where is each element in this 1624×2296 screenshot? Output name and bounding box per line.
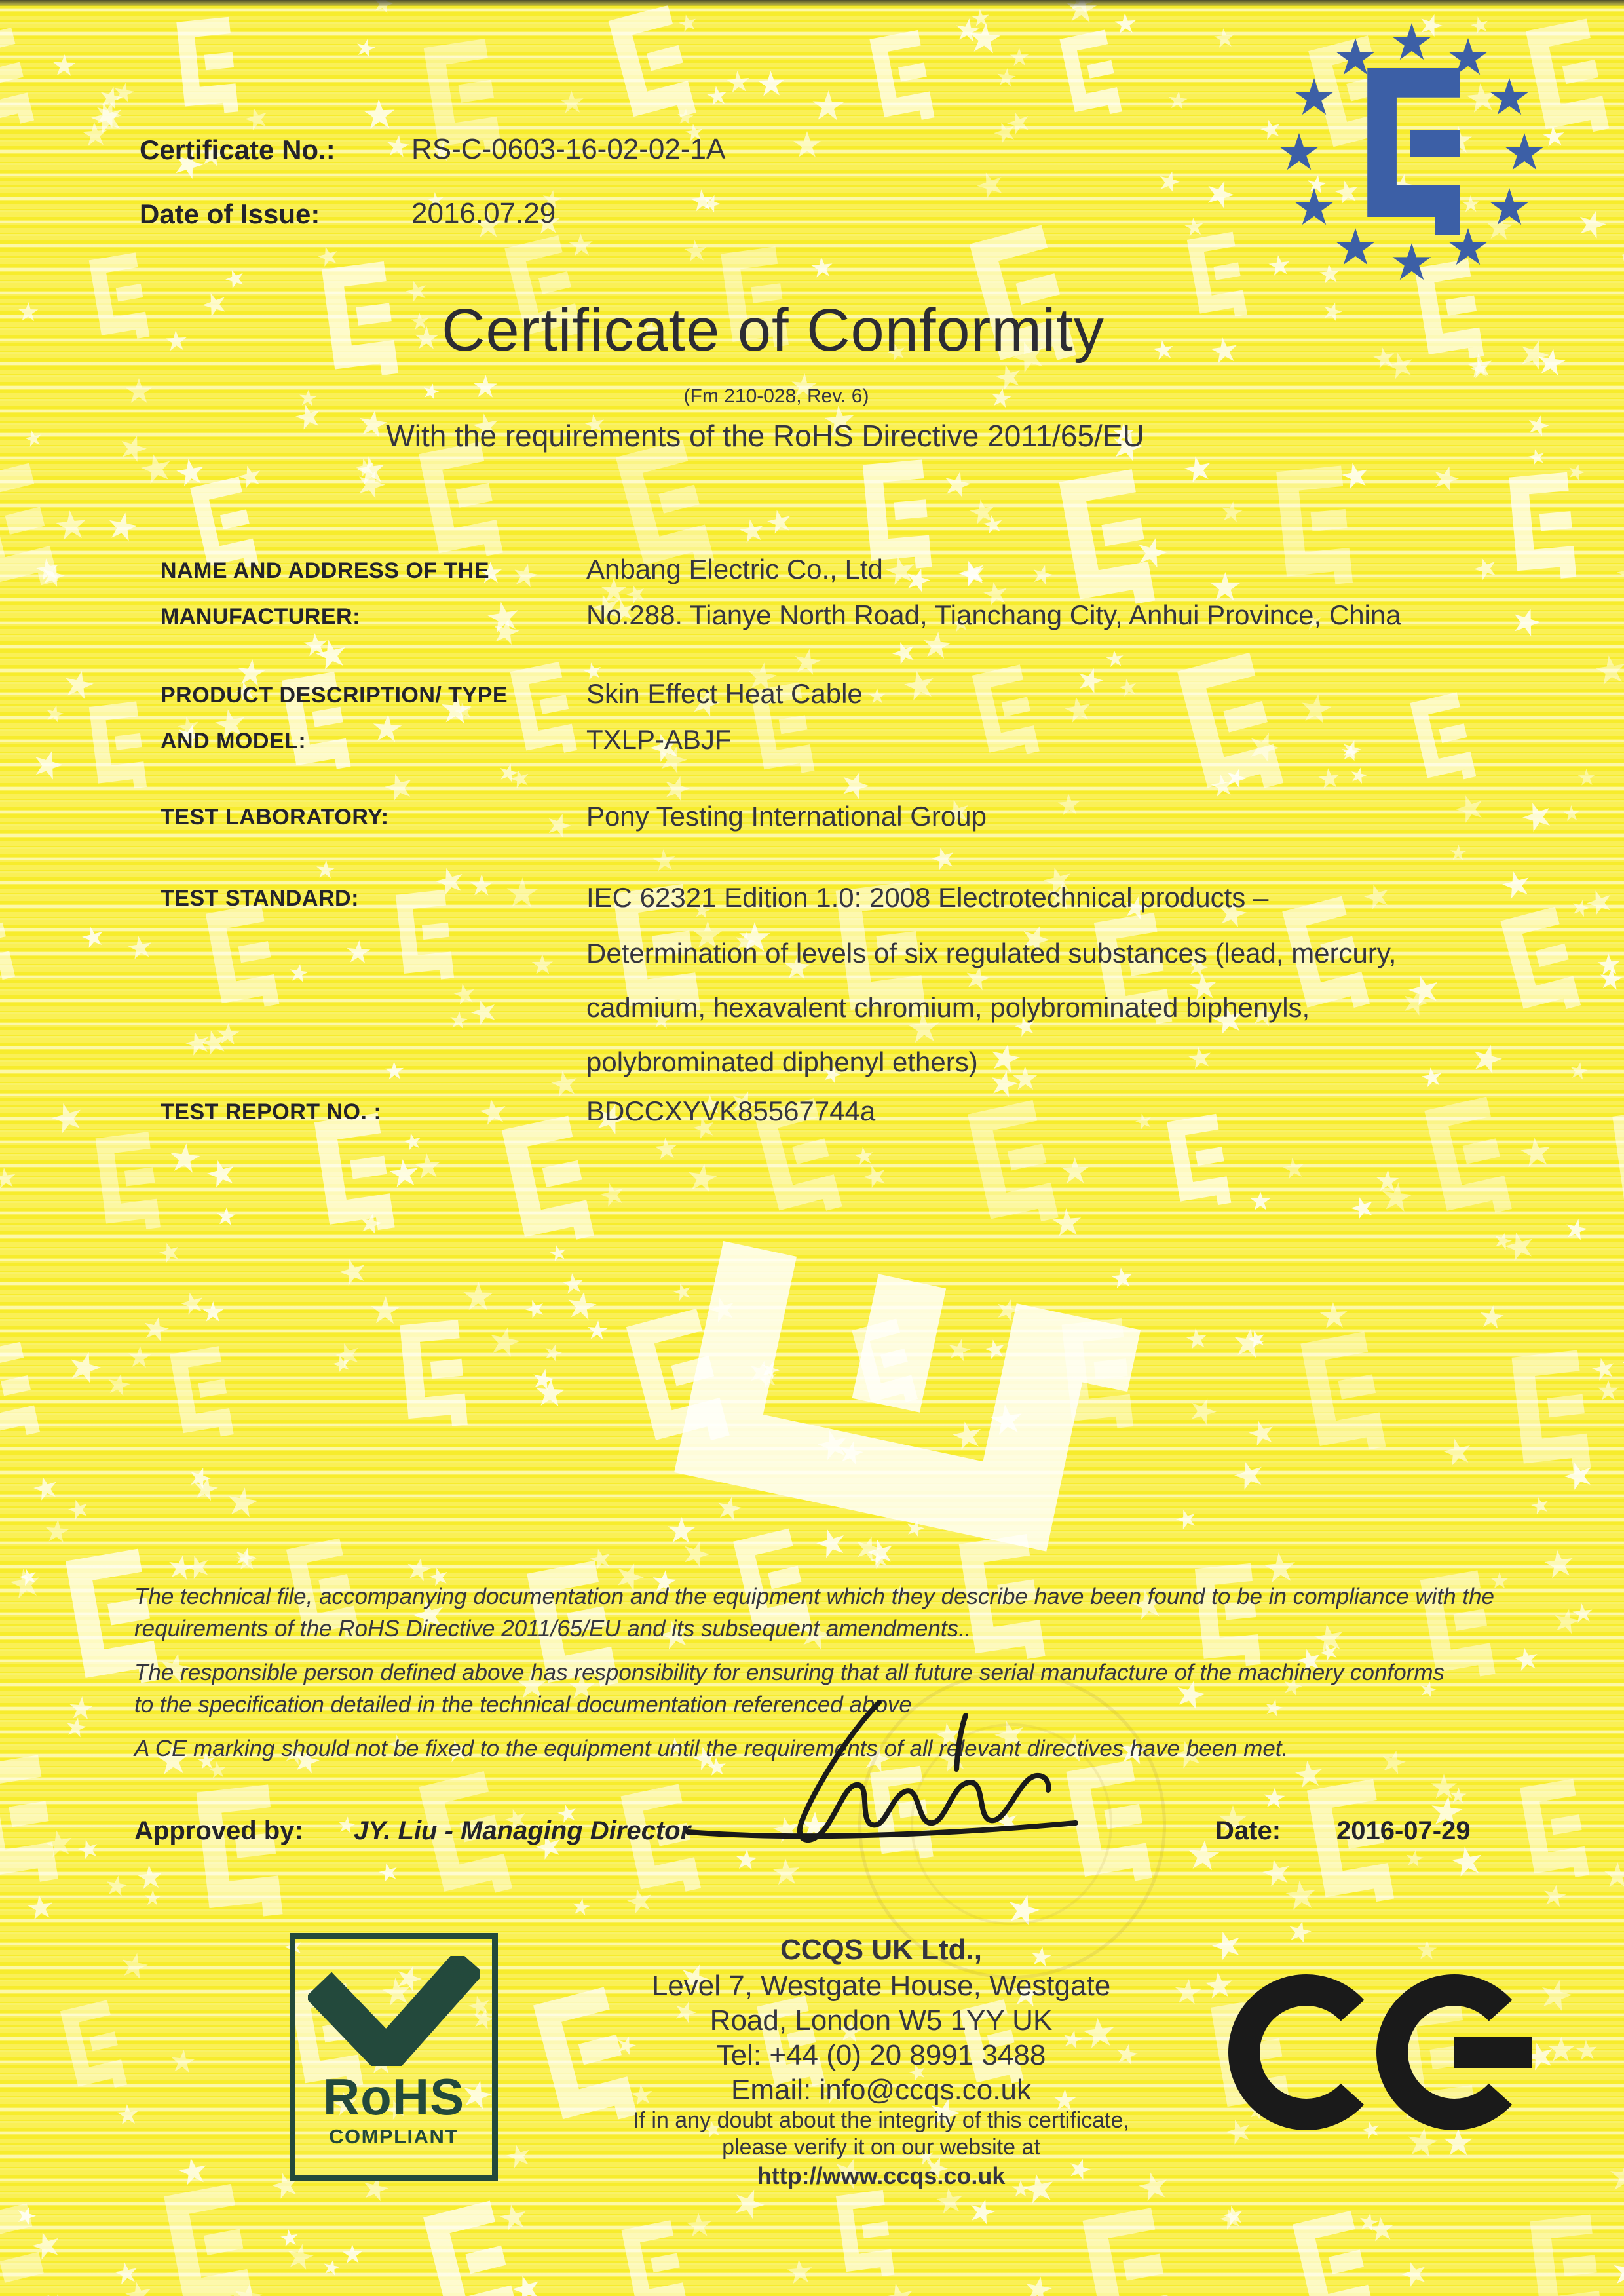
certificate-no-value: RS-C-0603-16-02-02-1A (411, 133, 726, 165)
test-report-no-label: TEST REPORT NO. : (161, 1100, 382, 1124)
legal-paragraph-1-line1: The technical file, accompanying documentation and the equipment which they describe have been found to be in compliance with the (134, 1584, 1495, 1609)
test-report-no-value: BDCCXYVK85567744a (586, 1096, 876, 1126)
product-label-line1: PRODUCT DESCRIPTION/ TYPE (161, 683, 508, 708)
date-of-issue-label: Date of Issue: (140, 199, 320, 229)
rohs-compliant-badge (290, 1933, 498, 2181)
approval-date-value: 2016-07-29 (1336, 1816, 1471, 1845)
ce-mark (1226, 1954, 1534, 2151)
test-standard-line3: cadmium, hexavalent chromium, polybrominated biphenyls, (586, 992, 1310, 1023)
date-of-issue-value: 2016.07.29 (411, 197, 556, 229)
form-reference: (Fm 210-028, Rev. 6) (683, 385, 869, 407)
manufacturer-address: No.288. Tianye North Road, Tianchang City, Anhui Province, China (586, 600, 1401, 630)
approved-by-label: Approved by: (134, 1816, 303, 1845)
test-laboratory-value: Pony Testing International Group (586, 801, 987, 832)
manufacturer-label-line2: MANUFACTURER: (161, 604, 360, 629)
legal-paragraph-2-line1: The responsible person defined above has responsibility for ensuring that all future serial manufacture of the machinery conforms (134, 1660, 1445, 1685)
issuer-address-line2: Road, London W5 1YY UK (709, 2004, 1053, 2037)
issuer-name: CCQS UK Ltd., (780, 1934, 982, 1966)
rohs-word: RoHS (322, 2068, 465, 2126)
approval-date-label: Date: (1215, 1816, 1281, 1845)
issuer-address-line1: Level 7, Westgate House, Westgate (651, 1970, 1111, 2002)
product-model: TXLP-ABJF (586, 724, 732, 755)
signature (649, 1697, 1120, 1881)
test-standard-line1: IEC 62321 Edition 1.0: 2008 Electrotechnical products – (586, 882, 1269, 913)
certificate-no-label: Certificate No.: (140, 134, 335, 165)
product-description: Skin Effect Heat Cable (586, 678, 863, 709)
manufacturer-name: Anbang Electric Co., Ltd (586, 554, 883, 584)
page-title: Certificate of Conformity (442, 297, 1105, 364)
issuer-block (633, 1932, 1129, 2191)
issuer-email: Email: info@ccqs.co.uk (731, 2074, 1031, 2106)
product-label-line2: AND MODEL: (161, 729, 307, 754)
page-subtitle: With the requirements of the RoHS Directive 2011/65/EU (386, 419, 1144, 453)
issuer-tel: Tel: +44 (0) 20 8991 3488 (716, 2039, 1046, 2071)
rohs-compliant-label: COMPLIANT (329, 2125, 459, 2148)
test-standard-label: TEST STANDARD: (161, 886, 359, 911)
test-laboratory-label: TEST LABORATORY: (161, 805, 389, 830)
legal-paragraph-2-line2: to the specification detailed in the technical documentation referenced above (134, 1692, 912, 1717)
issuer-note-line2: please verify it on our website at (722, 2135, 1040, 2160)
issuer-note-line1: If in any doubt about the integrity of this certificate, (633, 2108, 1129, 2133)
manufacturer-label-line1: NAME AND ADDRESS OF THE (161, 558, 489, 583)
issuer-website: http://www.ccqs.co.uk (757, 2162, 1006, 2189)
eu-stars-logo (1255, 1, 1569, 309)
rohs-check-icon (308, 1956, 480, 2066)
approved-by-name: JY. Liu - Managing Director (354, 1816, 691, 1845)
test-standard-line4: polybrominated diphenyl ethers) (586, 1046, 978, 1077)
legal-paragraph-1-line2: requirements of the RoHS Directive 2011/65/EU and its subsequent amendments.. (134, 1616, 972, 1641)
legal-paragraph-3: A CE marking should not be fixed to the equipment until the requirements of all relevant directives have been met. (134, 1736, 1289, 1761)
test-standard-line2: Determination of levels of six regulated substances (lead, mercury, (586, 938, 1397, 968)
